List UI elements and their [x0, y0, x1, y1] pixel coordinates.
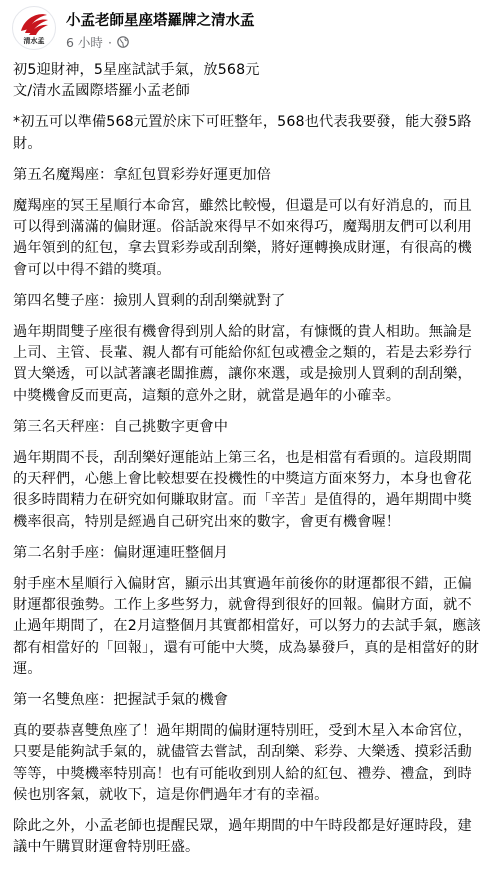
post-timestamp[interactable]: 6 小時 [66, 35, 103, 50]
avatar[interactable] [12, 6, 56, 50]
section-heading: 第四名雙子座：撿別人買剩的刮刮樂就對了 [13, 292, 286, 309]
post-body [13, 60, 485, 869]
avatar-text: 清水孟 [23, 36, 45, 45]
section-text: 真的要恭喜雙魚座了！過年期間的偏財運特別旺，受到木星入本命宮位，只要是能夠試手氣的，就儘管去嘗試，刮刮樂、彩券、大樂透、摸彩活動等等，中獎機率特別高！也有可能收到別人給的紅包、禮券、禮盒，到時候也別客氣，就收下，這是你們過年才有的幸福。 [13, 723, 472, 803]
section-heading: 第二名射手座：偏財運連旺整個月 [13, 544, 229, 561]
meta-separator: · [107, 34, 112, 50]
section-text: 射手座木星順行入偏財宮，顯示出其實過年前後你的財運都很不錯，正偏財運都很強勢。工作上多些努力，就會得到很好的回報。偏財方面，就不止過年期間了，在2月這整個月其實都相當好，可以努力的去試手氣，應該都有相當好的「回報」，還有可能中大獎，成為暴發戶，真的是相當好的財運。 [13, 576, 481, 677]
post-byline: 文/清水孟國際塔羅小孟老師 [13, 83, 190, 100]
page-name[interactable]: 小孟老師星座塔羅牌之清水孟 [66, 13, 255, 29]
section-heading: 第一名雙魚座：把握試手氣的機會 [13, 692, 229, 709]
post-title: 初5迎財神，5星座試試手氣，放568元 [13, 62, 260, 78]
section-text: 魔羯座的冥王星順行本命宮，雖然比較慢，但還是可以有好消息的，而且可以得到滿滿的偏財運。俗話說來得早不如來得巧，魔羯朋友們可以利用過年領到的紅包，拿去買彩券或刮刮樂，將好運轉換成財運，有很高的機會可以中得不錯的獎項。 [13, 198, 472, 278]
post-meta [66, 33, 129, 51]
post-note: *初五可以準備568元置於床下可旺整年，568也代表我要發，能大發5路財。 [13, 114, 472, 152]
section-text: 過年期間不長，刮刮樂好運能站上第三名，也是相當有看頭的。這段期間的天秤們，心態上會比較想要在投機性的中獎這方面來努力，本身也會花很多時間精力在研究如何賺取財富。而「辛苦」是值得的，過年期間中獎機率很高，特別是經過自己研究出來的數字，會更有機會喔！ [13, 450, 472, 530]
post-header [0, 0, 496, 56]
post-closing: 除此之外，小孟老師也提醒民眾，過年期間的中午時段都是好運時段，建議中午購買財運會特別旺盛。 [13, 818, 472, 856]
section-text: 過年期間雙子座很有機會得到別人給的財富，有慷慨的貴人相助。無論是上司、主管、長輩、親人都有可能給你紅包或禮金之類的，若是去彩券行買大樂透，可以試著讓老闆推薦，讓你來選，或是撿別人買剩的刮刮樂，中獎機會反而更高，這類的意外之財，就當是過年的小確幸。 [13, 324, 472, 404]
globe-icon[interactable] [117, 36, 129, 48]
section-heading: 第五名魔羯座：拿紅包買彩券好運更加倍 [13, 166, 272, 183]
section-heading: 第三名天秤座：自己挑數字更會中 [13, 418, 229, 435]
